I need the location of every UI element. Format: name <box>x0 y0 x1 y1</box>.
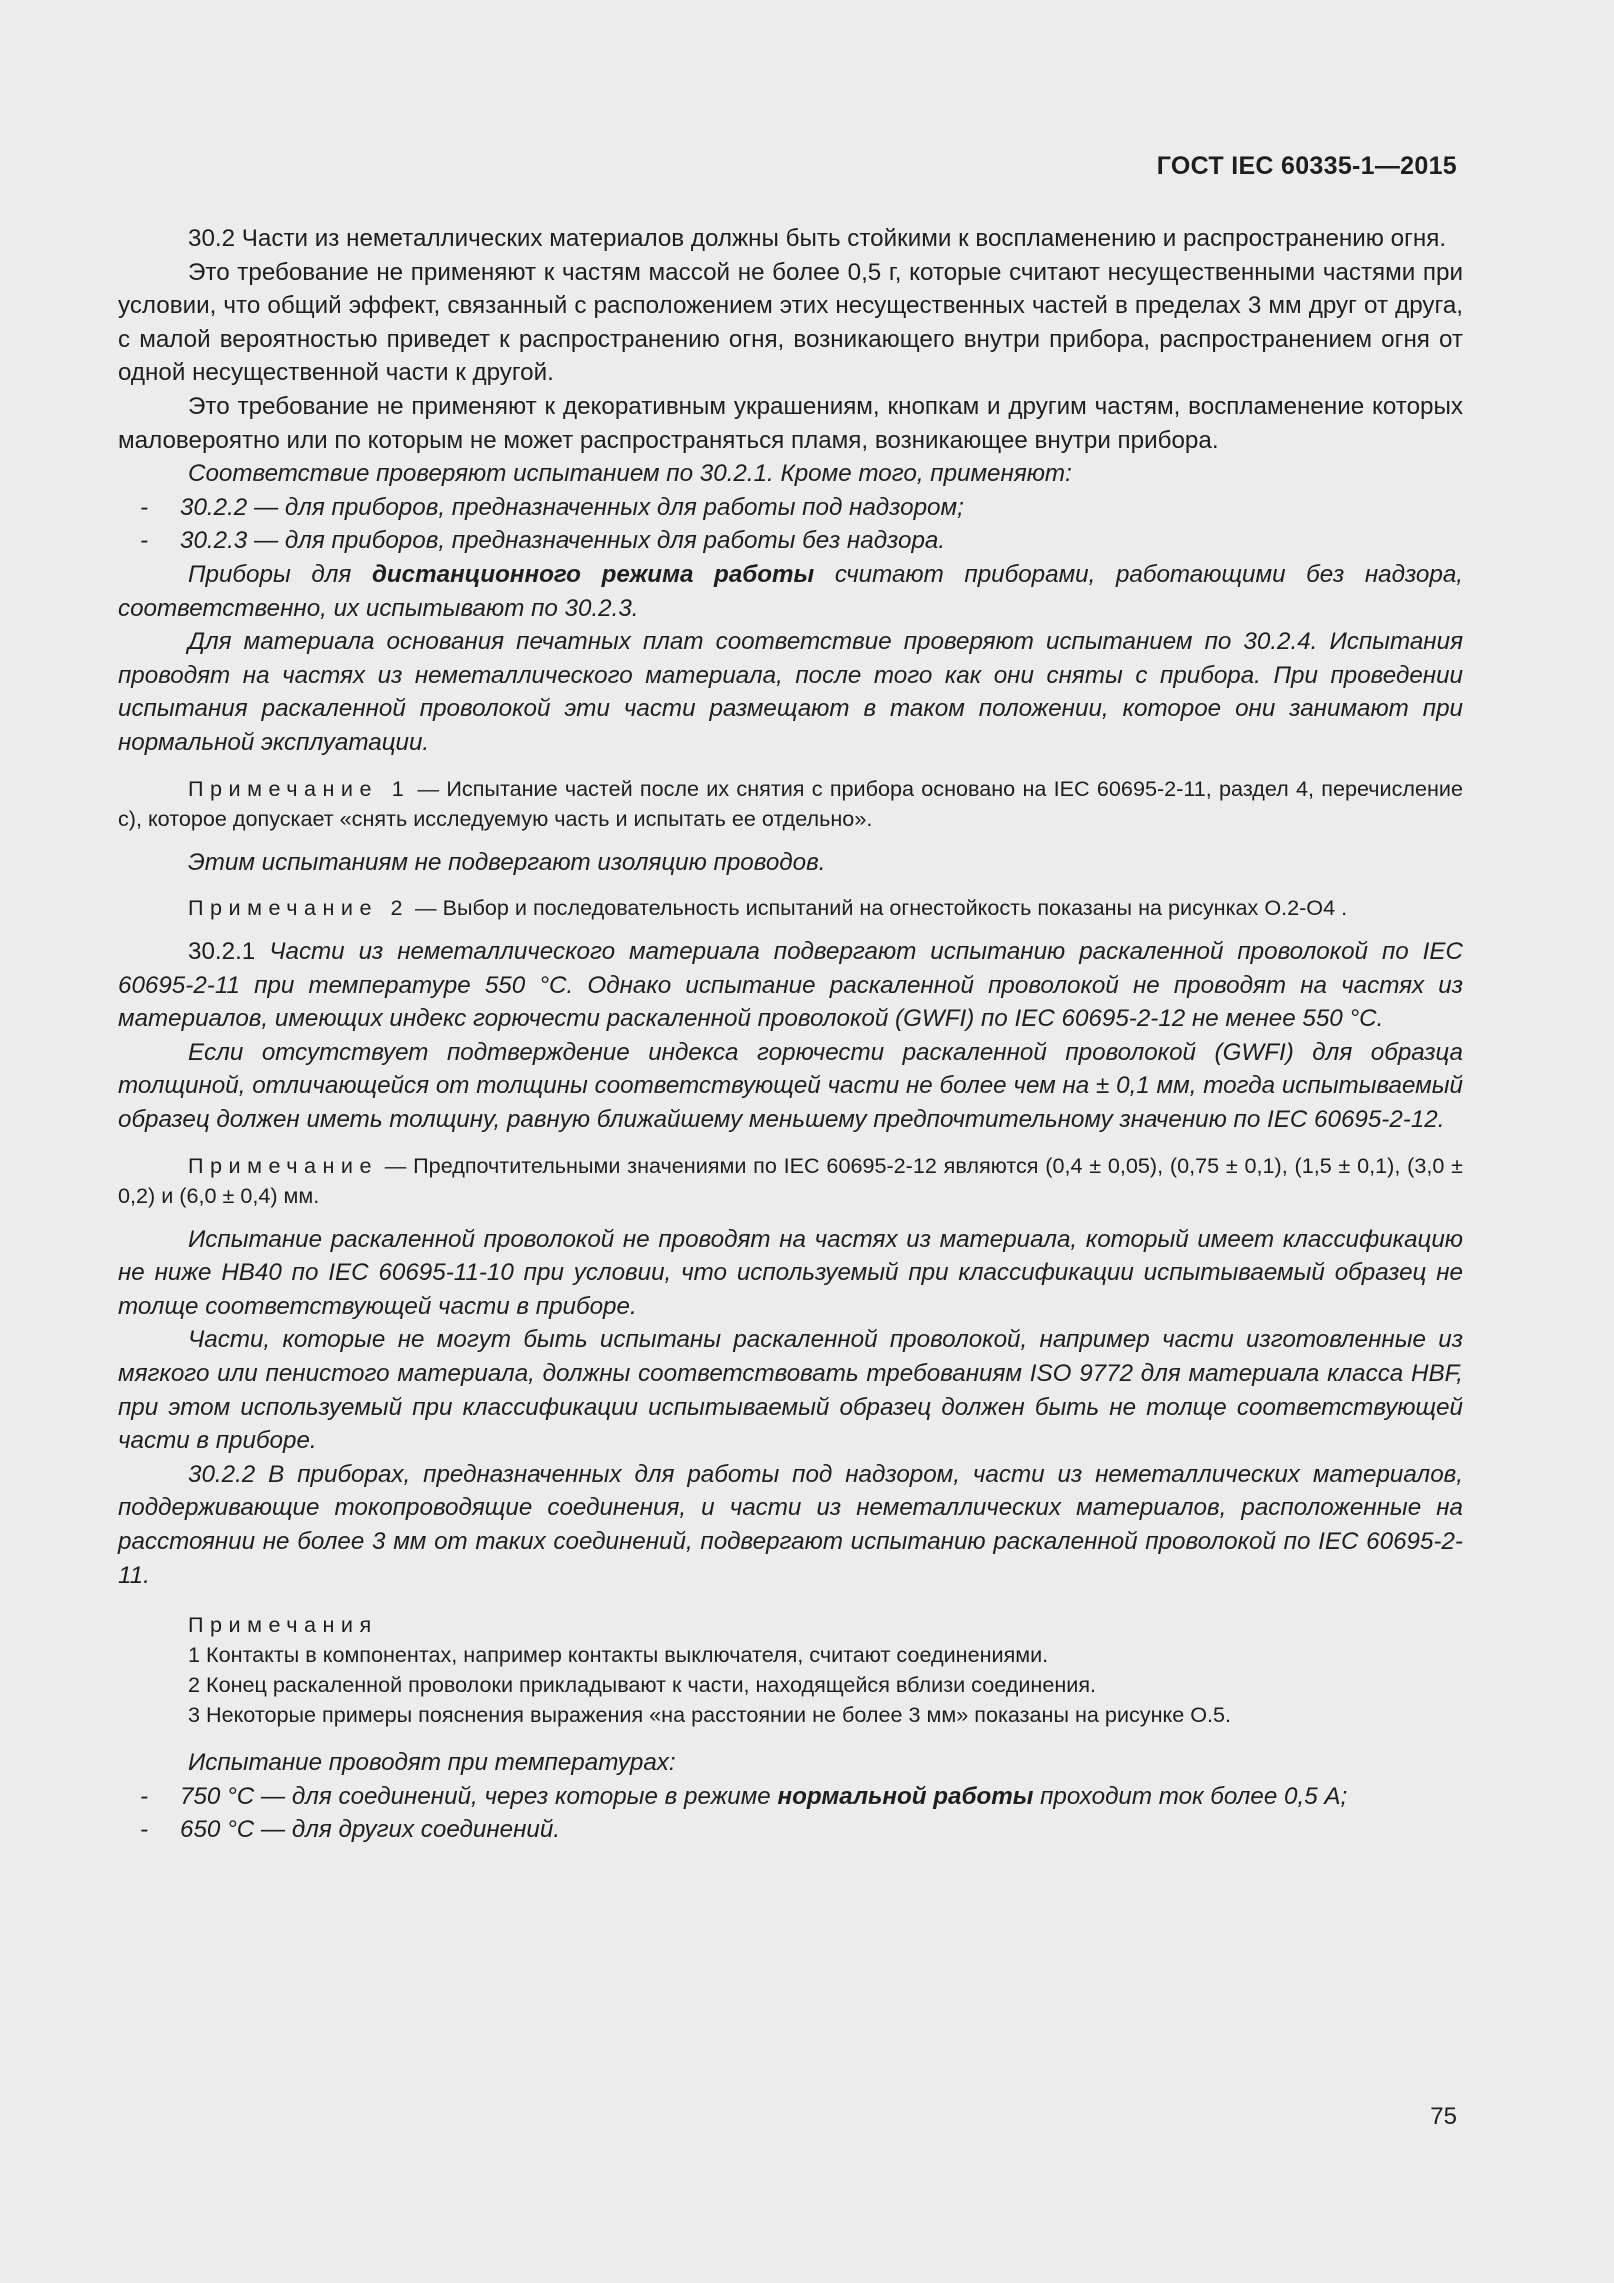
document-header: ГОСТ IEC 60335-1—2015 <box>1156 152 1457 180</box>
clause-number: 30.2.1 <box>188 938 270 966</box>
note-label: Примечание <box>188 1152 378 1178</box>
clause-30-2-2: 30.2.2 В приборах, предназначенных для работы под надзором, части из неметаллических материалов, поддерживающие токопроводящие соединения, и части из неметаллических материалов, расположенные на расстоянии не более 3 мм от таких соединений, подвергают испытанию раскаленной проволокой по IEC 60695-2-11. <box>118 1460 1463 1589</box>
text-run: проходит ток более 0,5 А; <box>1033 1782 1348 1810</box>
defined-term: дистанционного режима работы <box>371 560 815 588</box>
document-body <box>118 222 1463 1847</box>
paragraph: Испытание раскаленной проволокой не проводят на частях из материала, который имеет классификацию не ниже НВ40 по IEC 60695-11-10 при условии, что используемый при классификации испытываемый образец не толще соответствующей части в приборе. <box>118 1225 1463 1320</box>
text-run: считают приборами, работающими без надзора, соответственно, их испытывают по 30.2.3. <box>118 560 1463 622</box>
list-item-text: 30.2.3 — для приборов, предназначенных для работы без надзора. <box>180 527 946 555</box>
list-item: - 30.2.2 — для приборов, предназначенных для работы под надзором; <box>140 493 964 521</box>
list-item: - 650 °С — для других соединений. <box>140 1816 561 1844</box>
paragraph: Если отсутствует подтверждение индекса горючести раскаленной проволокой (GWFI) для образца толщиной, отличающейся от толщины соответствующей части не более чем на ± 0,1 мм, тогда испытываемый образец должен иметь толщину, равную ближайшему меньшему предпочтительному значению по IEC 60695-2-12. <box>118 1038 1463 1134</box>
note-text: — Выбор и последовательность испытаний на огнестойкость показаны на рисунках О.2-О4 . <box>409 895 1348 921</box>
defined-term: нормальной работы <box>777 1782 1034 1810</box>
clause-30-2-1 <box>118 935 1463 1036</box>
list-item-text: 650 °С — для других соединений. <box>180 1816 561 1844</box>
text-run: Приборы для <box>188 560 372 588</box>
paragraph: Это требование не применяют к декоративным украшениям, кнопкам и другим частям, воспламенение которых маловероятно или по которым не может распространяться пламя, возникающее внутри прибора. <box>118 392 1463 454</box>
note-text: — Предпочтительными значениями по IEC 60695-2-12 являются (0,4 ± 0,05), (0,75 ± 0,1), (1,5 ± 0,1), (3,0 ± 0,2) и (6,0 ± 0,4) мм. <box>118 1152 1463 1208</box>
paragraph <box>118 558 1463 625</box>
note-label: Примечание 2 <box>188 895 409 921</box>
note-2 <box>118 893 1463 923</box>
text-run: 750 °С — для соединений, через которые в режиме <box>180 1782 778 1810</box>
paragraph: Это требование не применяют к частям массой не более 0,5 г, которые считают несущественными частями при условии, что общий эффект, связанный с расположением этих несущественных частей в пределах 3 мм друг от друга, с малой вероятностью приведет к распространению огня, возникающего внутри прибора, распространением огня от одной несущественной части к другой. <box>118 258 1463 387</box>
note-item: 3 Некоторые примеры пояснения выражения «на расстоянии не более 3 мм» показаны на рисунке О.5. <box>188 1702 1232 1728</box>
notes-heading: Примечания <box>188 1612 378 1638</box>
paragraph: Части, которые не могут быть испытаны раскаленной проволокой, например части изготовленные из мягкого или пенистого материала, должны соответствовать требованиям ISO 9772 для материала класса HBF, при этом используемый при классификации испытываемый образец должен быть не толще соответствующей части в приборе. <box>118 1326 1463 1455</box>
clause-30-2: 30.2 Части из неметаллических материалов должны быть стойкими к воспламенению и распространению огня. <box>188 225 1447 252</box>
list-item: - 750 °С — для соединений, через которые в режиме нормальной работы проходит ток более 0,5 А; <box>140 1782 1348 1810</box>
note-item: 2 Конец раскаленной проволоки прикладывают к части, находящейся вблизи соединения. <box>188 1672 1097 1698</box>
note-text: — Испытание частей после их снятия с прибора основано на IEC 60695-2-11, раздел 4, перечисление с), которое допускает «снять исследуемую часть и испытать ее отдельно». <box>118 775 1464 831</box>
paragraph: Для материала основания печатных плат соответствие проверяют испытанием по 30.2.4. Испытания проводят на частях из неметаллического материала, после того как они сняты с прибора. При проведении испытания раскаленной проволокой эти части размещают в таком положении, которое они занимают при нормальной эксплуатации. <box>118 628 1463 756</box>
note-1 <box>118 774 1463 834</box>
notes-block <box>118 1610 1463 1730</box>
paragraph: Этим испытаниям не подвергают изоляцию проводов. <box>188 848 826 876</box>
list-item-text: 30.2.2 — для приборов, предназначенных для работы под надзором; <box>180 493 964 521</box>
page-number: 75 <box>1430 2103 1457 2130</box>
list-item: - 30.2.3 — для приборов, предназначенных для работы без надзора. <box>140 527 946 555</box>
note-label: Примечание 1 <box>188 775 411 801</box>
clause-text: Части из неметаллического материала подвергают испытанию раскаленной проволокой по IEC 60695-2-11 при температуре 550 °С. Однако испытание раскаленной проволокой не проводят на частях из материалов, имеющих индекс горючести раскаленной проволокой (GWFI) по IEC 60695-2-12 не менее 550 °С. <box>118 938 1463 1033</box>
compliance-statement: Соответствие проверяют испытанием по 30.2.1. Кроме того, применяют: <box>188 460 1072 488</box>
note-3 <box>118 1151 1463 1211</box>
note-item: 1 Контакты в компонентах, например контакты выключателя, считают соединениями. <box>188 1642 1049 1668</box>
paragraph: Испытание проводят при температурах: <box>188 1749 676 1777</box>
